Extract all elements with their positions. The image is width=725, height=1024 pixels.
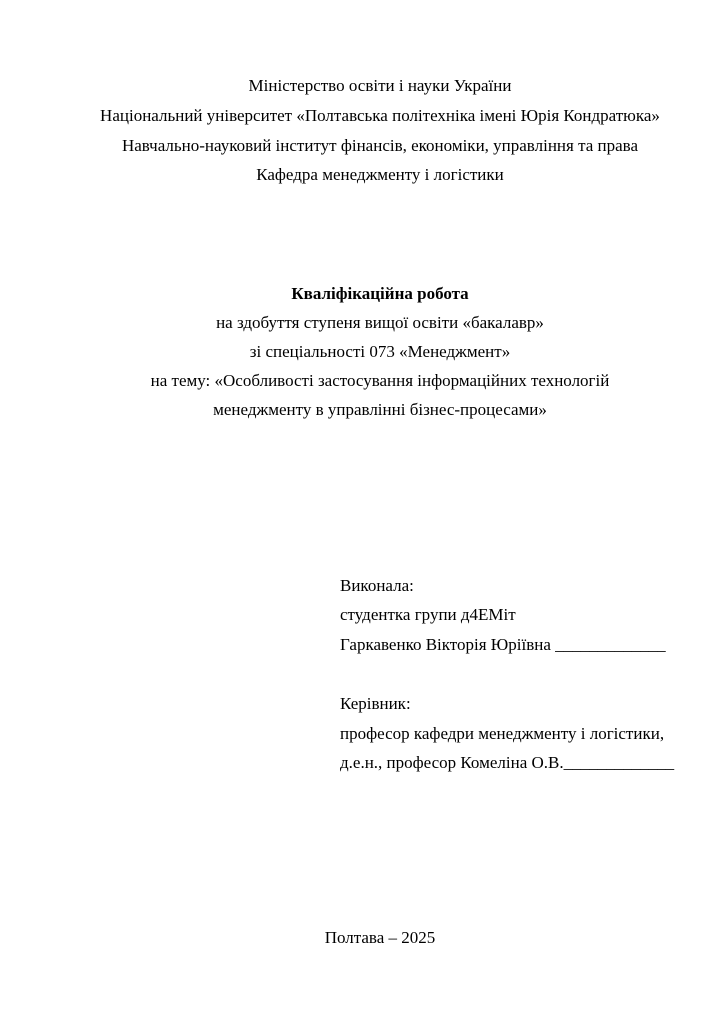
performer-name: Гаркавенко Вікторія Юріївна _____________ bbox=[340, 635, 666, 654]
specialty-line: зі спеціальності 073 «Менеджмент» bbox=[249, 342, 511, 361]
performer-label: Виконала: bbox=[340, 576, 414, 595]
ministry-name: Міністерство освіти і науки України bbox=[248, 76, 512, 95]
department-name: Кафедра менеджменту і логістики bbox=[256, 165, 504, 184]
supervisor-name: д.е.н., професор Комеліна О.В._____________ bbox=[340, 753, 675, 772]
city-year: Полтава – 2025 bbox=[324, 928, 436, 947]
degree-line: на здобуття ступеня вищої освіти «бакалавр» bbox=[216, 313, 544, 332]
performer-group: студентка групи д4ЕМіт bbox=[340, 605, 516, 624]
topic-line-2: менеджменту в управлінні бізнес-процесами» bbox=[213, 400, 547, 419]
university-name: Національний університет «Полтавська політехніка імені Юрія Кондратюка» bbox=[100, 106, 660, 125]
work-title: Кваліфікаційна робота bbox=[291, 284, 469, 303]
topic-line-1: на тему: «Особливості застосування інформаційних технологій bbox=[150, 371, 610, 390]
institute-name: Навчально-науковий інститут фінансів, економіки, управління та права bbox=[121, 136, 639, 155]
supervisor-position: професор кафедри менеджменту і логістики, bbox=[340, 724, 665, 743]
supervisor-label: Керівник: bbox=[340, 694, 411, 713]
